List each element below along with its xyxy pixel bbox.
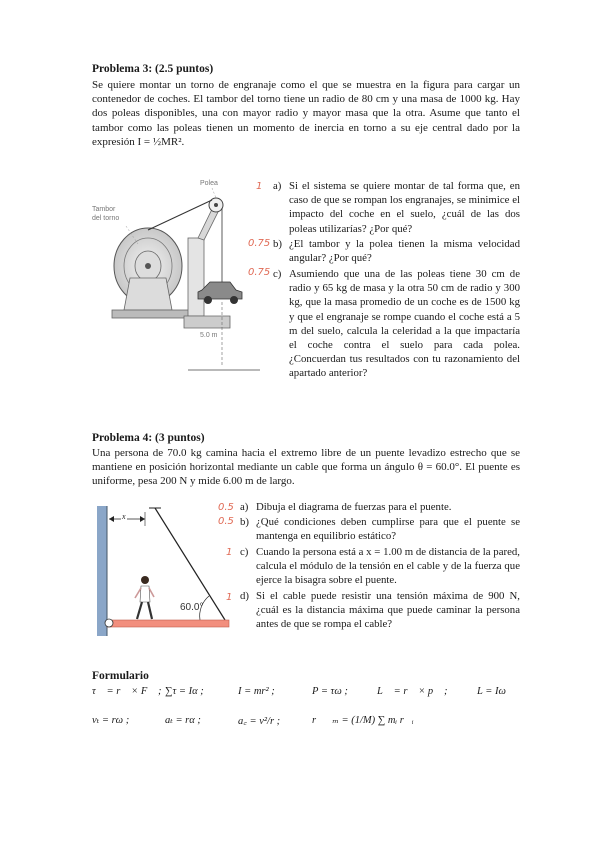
problem3-item-a <box>273 179 520 237</box>
problem4-item-a <box>240 500 520 515</box>
distance-label: 5.0 m <box>200 332 218 339</box>
formula-vt: vₜ = rω ; <box>92 715 130 726</box>
problem3-title: Problema 3: (2.5 puntos) <box>92 63 214 75</box>
x-label: x <box>122 512 126 521</box>
problem3-intro: Se quiere montar un torno de engranaje como el que se muestra en la figura para cargar un contenedor de coches. El tambor del torno tiene un radio de 80 cm y una masa de 1000 kg. Hay dos poleas disponibles, una con mayor radio y mayor masa que la otra. Asume que tanto el tambor como las poleas tienen un momento de inercia en torno a su eje central dado por la expresión I = ½MR². <box>92 79 520 148</box>
formula-ac: a꜀ = v²/r ; <box>238 716 281 727</box>
item-label: a) <box>273 180 282 192</box>
bridge-drawing <box>97 506 232 636</box>
problem4-item-d <box>240 589 520 632</box>
item-label: d) <box>240 590 249 602</box>
grade-mark-4a: 0.5 <box>218 502 234 513</box>
item-text: Cuando la persona está a x = 1.00 m de distancia de la pared, calcula el módulo de la tensión en el cable y de la fuerza que ejerce la bisagra sobre el puente. <box>256 546 520 587</box>
problem4-items <box>240 500 520 632</box>
grade-mark-3b: 0.75 <box>248 238 271 249</box>
formula-cm: r⃗꜀ₘ = (1/M) ∑ mᵢ r⃗ᵢ <box>312 715 414 726</box>
item-label: b) <box>240 516 249 528</box>
item-text: ¿Qué condiciones deben cumplirse para que el puente se mantenga en equilibrio estático? <box>256 516 520 543</box>
formulario-title: Formulario <box>92 670 149 682</box>
problem3-items <box>273 179 520 381</box>
item-text: ¿El tambor y la polea tienen la misma velocidad angular? ¿Por qué? <box>289 238 520 265</box>
angle-label: 60.0° <box>180 602 204 613</box>
winch-drawing <box>90 178 265 378</box>
problem4-item-c <box>240 545 520 589</box>
formula-at: aₜ = rα ; <box>165 715 201 726</box>
grade-mark-3a: 1 <box>256 181 263 192</box>
formula-inertia: I = mr² ; <box>238 686 275 697</box>
item-label: b) <box>273 238 282 250</box>
formula-l-iw: L = Iω <box>477 686 506 697</box>
drum-label-line1: Tambor <box>92 206 116 213</box>
item-text: Asumiendo que una de las poleas tiene 30 cm de radio y 65 kg de masa y la otra 50 cm de radio y 300 kg, que la masa promedio de un coche es de 1500 kg y que el engranaje se rompe cuando el coche está a 5 m del suelo, calcula la celeridad a la que impactaría el coche contra el suelo para cada polea. ¿Concuerdan tus resultados con tu razonamiento del apartado anterior? <box>289 268 520 380</box>
item-label: c) <box>240 546 249 558</box>
grade-mark-4d: 1 <box>226 592 233 603</box>
problem3-item-c <box>273 267 520 381</box>
formula-power: P = τω ; <box>312 686 348 697</box>
grade-mark-4b: 0.5 <box>218 516 234 527</box>
grade-mark-3c: 0.75 <box>248 267 271 278</box>
item-text: Si el cable puede resistir una tensión máxima de 900 N, ¿cuál es la distancia máxima que puede caminar la persona antes de que se rompa el cable? <box>256 590 520 631</box>
winch-figure <box>90 178 265 378</box>
drum-label-line2: del torno <box>92 215 120 222</box>
problem3-item-b <box>273 237 520 267</box>
problem4-item-b <box>240 515 520 545</box>
item-label: a) <box>240 501 249 513</box>
item-text: Dibuja el diagrama de fuerzas para el puente. <box>256 501 452 513</box>
problem4-title: Problema 4: (3 puntos) <box>92 432 205 444</box>
item-label: c) <box>273 268 282 280</box>
formula-torque: τ⃗ = r⃗ × F⃗ ; <box>92 686 162 697</box>
formula-newton-rot: ∑τ = Iα ; <box>165 686 204 697</box>
bridge-figure <box>97 506 232 636</box>
pulley-label: Polea <box>200 180 218 187</box>
formula-angular-momentum: L⃗ = r⃗ × p⃗ ; <box>377 686 448 697</box>
grade-mark-4c: 1 <box>226 547 233 558</box>
item-text: Si el sistema se quiere montar de tal forma que, en caso de que se rompan los engranajes, se minimice el impacto del coche en el suelo, ¿cuál de las dos poleas utilizarías? ¿Por qué? <box>289 180 520 235</box>
problem4-intro: Una persona de 70.0 kg camina hacia el extremo libre de un puente levadizo estrecho que se mantiene en posición horizontal mediante un cable que forma un ángulo θ = 60.0°. El puente es uniforme, pesa 200 N y mide 6.00 m de largo. <box>92 447 520 488</box>
